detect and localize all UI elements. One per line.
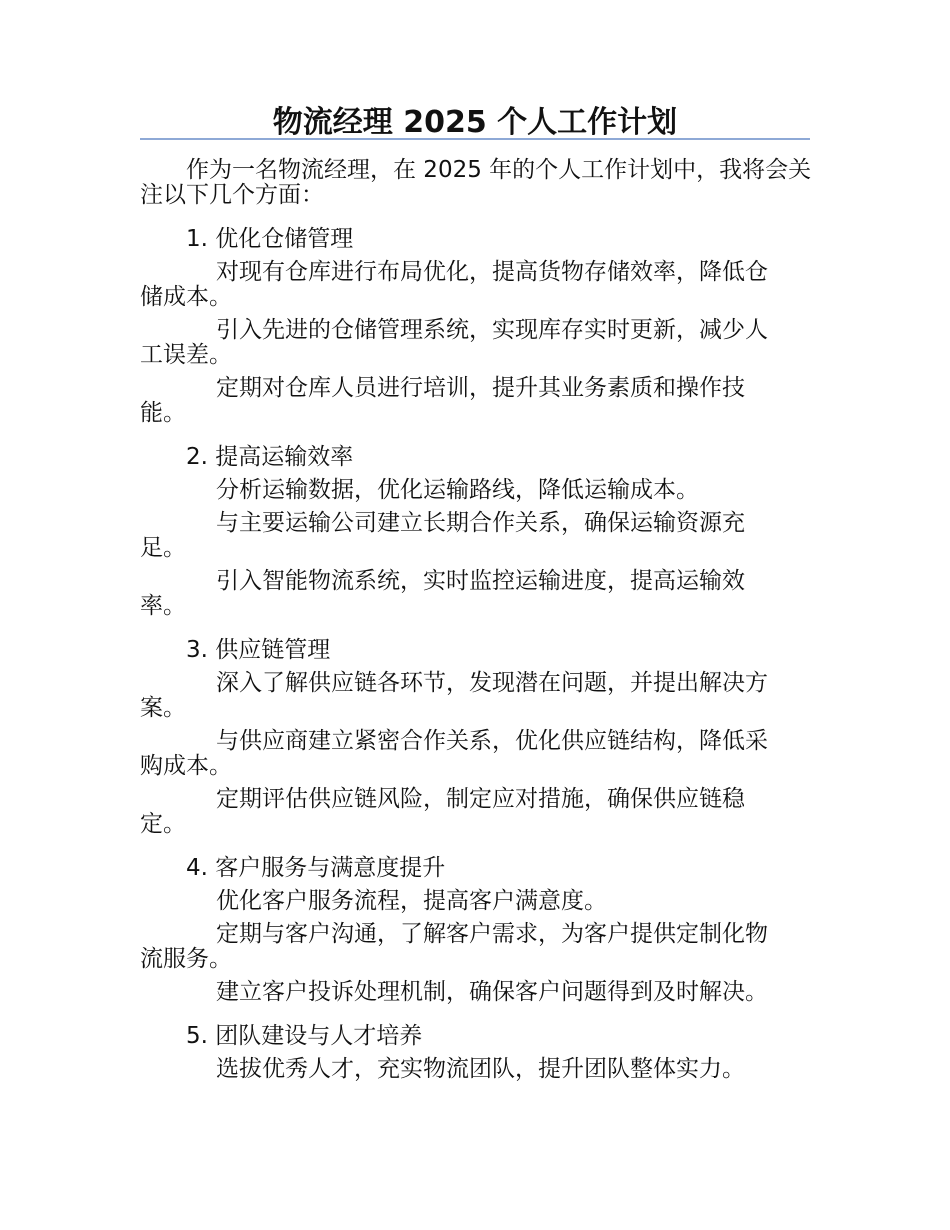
list-item: 引入先进的仓储管理系统，实现库存实时更新，减少人工误差。 [140, 317, 768, 368]
list-item: 深入了解供应链各环节，发现潜在问题，并提出解决方案。 [140, 670, 768, 721]
list-item: 定期与客户沟通，了解客户需求，为客户提供定制化物流服务。 [140, 921, 768, 972]
list-item: 对现有仓库进行布局优化，提高货物存储效率，降低仓储成本。 [140, 259, 768, 310]
section-transport [140, 440, 812, 619]
list-item: 建立客户投诉处理机制，确保客户问题得到及时解决。 [216, 979, 768, 1005]
list-item: 引入智能物流系统，实时监控运输进度，提高运输效率。 [140, 568, 745, 619]
list-item: 定期对仓库人员进行培训，提升其业务素质和操作技能。 [140, 375, 745, 426]
document-title: 物流经理 2025 个人工作计划 [272, 105, 678, 140]
list-item: 优化客户服务流程，提高客户满意度。 [216, 888, 607, 914]
section-customer-service [140, 851, 812, 1005]
section-supply-chain [140, 633, 812, 837]
section-heading: 5. 团队建设与人才培养 [186, 1023, 423, 1049]
list-item: 与供应商建立紧密合作关系，优化供应链结构，降低采购成本。 [140, 728, 768, 779]
section-heading: 3. 供应链管理 [186, 637, 331, 663]
intro-paragraph: 作为一名物流经理，在 2025 年的个人工作计划中，我将会关注以下几个方面： [140, 157, 812, 208]
document-body [140, 158, 812, 1082]
list-item: 与主要运输公司建立长期合作关系，确保运输资源充足。 [140, 510, 745, 561]
list-item: 分析运输数据，优化运输路线，降低运输成本。 [216, 477, 699, 503]
title-underline [140, 138, 810, 140]
section-heading: 4. 客户服务与满意度提升 [186, 855, 446, 881]
section-heading: 1. 优化仓储管理 [186, 226, 354, 252]
list-item: 定期评估供应链风险，制定应对措施，确保供应链稳定。 [140, 786, 745, 837]
section-warehouse [140, 222, 812, 426]
section-heading: 2. 提高运输效率 [186, 444, 354, 470]
list-item: 选拔优秀人才，充实物流团队，提升团队整体实力。 [216, 1056, 745, 1082]
section-team-building [140, 1019, 812, 1082]
